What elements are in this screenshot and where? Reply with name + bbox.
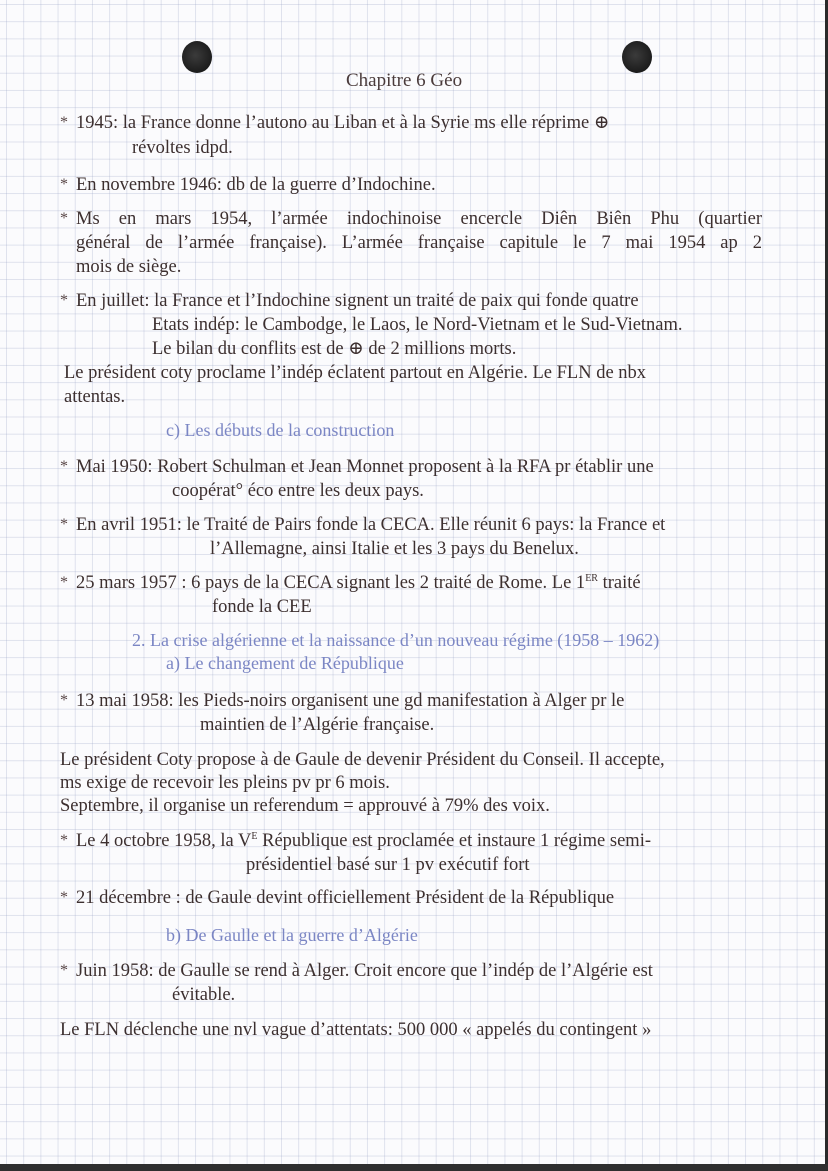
bullet-icon: * [60,516,68,533]
note-line: En novembre 1946: db de la guerre d’Indochine. [76,175,436,195]
note-line: Juin 1958: de Gaulle se rend à Alger. Croit encore que l’indép de l’Algérie est [76,961,653,981]
bullet-icon: * [60,832,68,849]
note-line: évitable. [172,985,236,1005]
note-line: présidentiel basé sur 1 pv exécutif fort [246,855,530,875]
bullet-icon: * [60,692,68,709]
note-line: 25 mars 1957 : 6 pays de la CECA signant les 2 traité de Rome. Le 1ER traité [76,573,641,593]
note-line: mois de siège. [76,257,182,277]
note-line: En avril 1951: le Traité de Pairs fonde la CECA. Elle réunit 6 pays: la France et [76,515,666,535]
note-line: général de l’armée française). L’armée française capitule le 7 mai 1954 ap 2 [76,233,762,253]
note-line: coopérat° éco entre les deux pays. [172,481,424,501]
bullet-icon: * [60,889,68,906]
section-heading: 2. La crise algérienne et la naissance d’un nouveau régime (1958 – 1962) [132,630,660,650]
bullet-icon: * [60,574,68,591]
bullet-icon: * [60,458,68,475]
note-line: Le 4 octobre 1958, la $V^E$ République est proclamée et instaure 1 régime semi- [76,831,651,851]
note-line: Ms en mars 1954, l’armée indochinoise encercle Diên Biên Phu (quartier [76,209,762,229]
section-heading: c) Les débuts de la construction [166,420,395,440]
page-edge-bottom [0,1164,828,1171]
note-line: Etats indép: le Cambodge, le Laos, le Nord-Vietnam et le Sud-Vietnam. [152,315,683,335]
note-line: 13 mai 1958: les Pieds-noirs organisent une gd manifestation à Alger pr le [76,691,625,711]
bullet-icon: * [60,114,68,131]
bullet-icon: * [60,962,68,979]
section-heading: b) De Gaulle et la guerre d’Algérie [166,925,418,945]
punch-hole-left [182,41,212,73]
note-line: attentas. [64,387,126,407]
page-title: Chapitre 6 Géo [346,70,463,91]
note-line: Septembre, il organise un referendum = approuvé à 79% des voix. [60,796,550,816]
note-line: maintien de l’Algérie française. [200,715,435,735]
note-line: Le président coty proclame l’indép éclatent partout en Algérie. Le FLN de nbx [64,363,647,383]
note-line: Le président Coty propose à de Gaule de devenir Président du Conseil. Il accepte, [60,750,665,770]
note-line: 1945: la France donne l’autono au Liban et à la Syrie ms elle réprime ⊕ [76,113,610,133]
note-line: l’Allemagne, ainsi Italie et les 3 pays du Benelux. [210,539,579,559]
punch-hole-right [622,41,652,73]
bullet-icon: * [60,210,68,227]
note-line: fonde la CEE [212,597,312,617]
note-line: Le bilan du conflits est de ⊕ de 2 millions morts. [152,339,517,359]
note-line: révoltes idpd. [132,138,233,158]
bullet-icon: * [60,176,68,193]
note-line: 21 décembre : de Gaule devint officiellement Président de la République [76,888,615,908]
note-line: En juillet: la France et l’Indochine signent un traité de paix qui fonde quatre [76,291,639,311]
note-line: Mai 1950: Robert Schulman et Jean Monnet proposent à la RFA pr établir une [76,457,654,477]
section-heading: a) Le changement de République [166,653,404,673]
bullet-icon: * [60,292,68,309]
note-line: Le FLN déclenche une nvl vague d’attentats: 500 000 « appelés du contingent » [60,1020,652,1040]
note-line: ms exige de recevoir les pleins pv pr 6 mois. [60,773,390,793]
